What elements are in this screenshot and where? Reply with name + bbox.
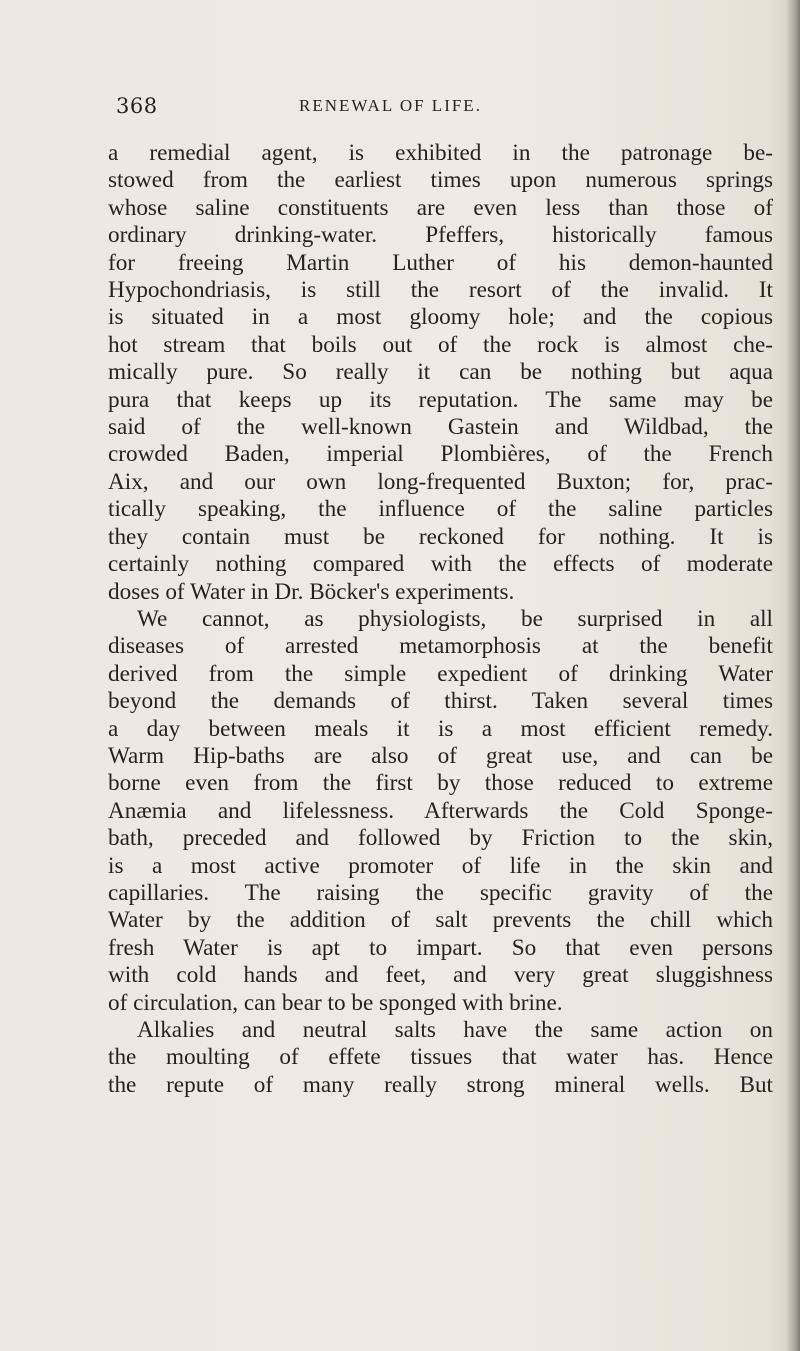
text-line: Hypochondriasis, is still the resort of the invalid. It bbox=[108, 277, 773, 304]
page-header bbox=[116, 94, 778, 124]
text-line: crowded Baden, imperial Plombières, of the French bbox=[108, 441, 773, 468]
text-line: derived from the simple expedient of drinking Water bbox=[108, 660, 773, 687]
text-line: We cannot, as physiologists, be surprised in all bbox=[137, 605, 773, 632]
page-edge-shadow bbox=[786, 0, 800, 1351]
text-line: of circulation, can bear to be sponged with brine. bbox=[108, 989, 563, 1016]
text-line: beyond the demands of thirst. Taken several times bbox=[108, 688, 773, 715]
text-line: fresh Water is apt to impart. So that even persons bbox=[108, 934, 773, 961]
text-line: mically pure. So really it can be nothing but aqua bbox=[108, 359, 773, 386]
text-line: hot stream that boils out of the rock is almost che- bbox=[108, 331, 773, 358]
text-line: doses of Water in Dr. Böcker's experiments. bbox=[108, 578, 515, 605]
text-line: for freeing Martin Luther of his demon-haunted bbox=[108, 249, 773, 276]
text-line: certainly nothing compared with the effects of moderate bbox=[108, 551, 773, 578]
text-line: they contain must be reckoned for nothing. It is bbox=[108, 523, 773, 550]
text-line: the moulting of effete tissues that water has. Hence bbox=[108, 1044, 773, 1071]
text-line: whose saline constituents are even less than those of bbox=[108, 194, 773, 221]
text-line: bath, preceded and followed by Friction to the skin, bbox=[108, 825, 773, 852]
text-line: ordinary drinking-water. Pfeffers, historically famous bbox=[108, 222, 773, 249]
text-line: a remedial agent, is exhibited in the patronage be- bbox=[108, 140, 773, 166]
text-line: with cold hands and feet, and very great sluggishness bbox=[108, 962, 773, 989]
text-line: diseases of arrested metamorphosis at the benefit bbox=[108, 633, 773, 660]
text-line: Aix, and our own long-frequented Buxton; for, prac- bbox=[108, 468, 773, 495]
text-line: Water by the addition of salt prevents the chill which bbox=[108, 907, 773, 934]
text-line: stowed from the earliest times upon numerous springs bbox=[108, 167, 773, 194]
text-line: is a most active promoter of life in the skin and bbox=[108, 852, 773, 879]
page-number: 368 bbox=[116, 94, 158, 118]
body-text bbox=[108, 140, 773, 1099]
running-head: RENEWAL OF LIFE. bbox=[299, 96, 482, 115]
text-line: tically speaking, the influence of the saline particles bbox=[108, 496, 773, 523]
text-line: a day between meals it is a most efficient remedy. bbox=[108, 715, 773, 742]
text-line: Alkalies and neutral salts have the same action on bbox=[137, 1017, 773, 1043]
text-line: pura that keeps up its reputation. The same may be bbox=[108, 386, 773, 413]
text-line: Warm Hip-baths are also of great use, and can be bbox=[108, 742, 773, 769]
text-line: capillaries. The raising the specific gravity of the bbox=[108, 879, 773, 906]
text-line: is situated in a most gloomy hole; and the copious bbox=[108, 304, 773, 331]
text-line: borne even from the first by those reduced to extreme bbox=[108, 770, 773, 797]
text-line: said of the well-known Gastein and Wildbad, the bbox=[108, 414, 773, 441]
text-line: Anæmia and lifelessness. Afterwards the Cold Sponge- bbox=[108, 797, 773, 824]
text-line: the repute of many really strong mineral wells. But bbox=[108, 1071, 773, 1098]
